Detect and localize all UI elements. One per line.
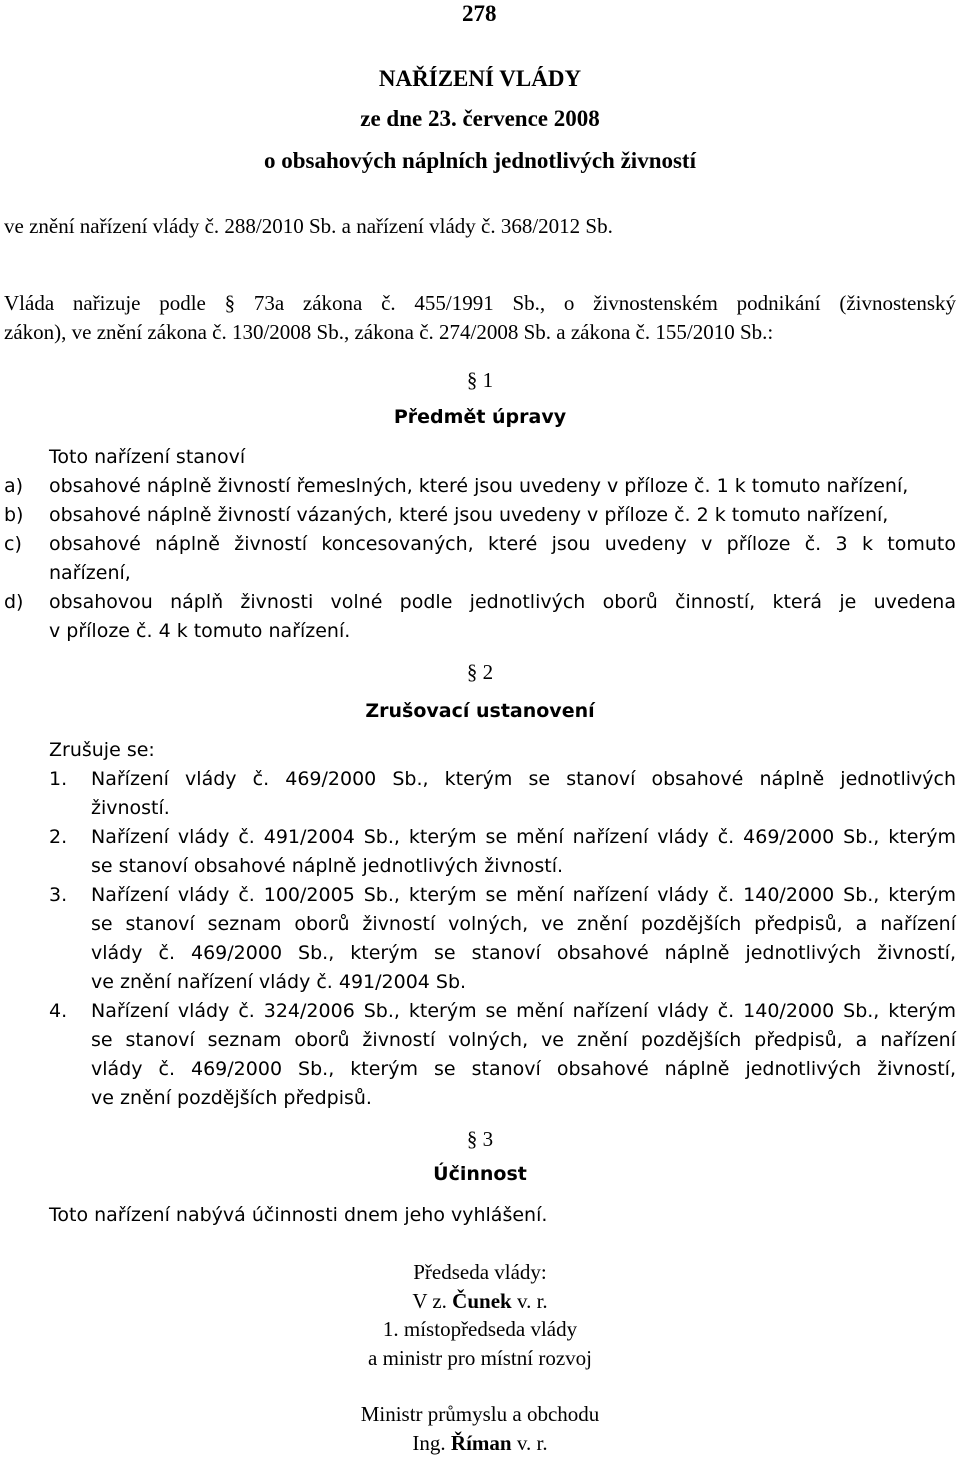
list-item-text: ve znění nařízení vlády č. 491/2004 Sb. — [91, 971, 467, 993]
section-1-heading: Předmět úpravy — [393, 406, 567, 428]
section-3-number: § 3 — [466, 1127, 494, 1151]
list-item-label: 3. — [49, 884, 68, 906]
list-item-text: Nařízení vlády č. 491/2004 Sb., kterým se mění nařízení vlády č. 469/2000 Sb., kterým — [91, 826, 956, 848]
list-item-label: 4. — [49, 1000, 68, 1022]
list-item-label: d) — [4, 591, 24, 613]
minister-prefix: Ing. — [412, 1431, 446, 1455]
regulation-subject: o obsahových náplních jednotlivých živností — [264, 148, 696, 173]
list-item-text: ve znění pozdějších předpisů. — [91, 1087, 372, 1109]
list-item-text: nařízení, — [49, 562, 131, 584]
list-item-text: vlády č. 469/2000 Sb., kterým se stanoví obsahové náplně jednotlivých živností, — [91, 942, 956, 964]
pm-signature — [0, 1287, 960, 1316]
list-item-text: obsahovou náplň živnosti volné podle jednotlivých oborů činností, která je uvedena — [49, 591, 956, 613]
list-item-text: se stanoví seznam oborů živností volných, ve znění pozdějších předpisů, a nařízení — [91, 913, 956, 935]
section-2-heading: Zrušovací ustanovení — [365, 700, 595, 722]
minister-name: Říman — [450, 1431, 512, 1455]
minister-signature — [0, 1429, 960, 1458]
section-3-heading: Účinnost — [433, 1163, 527, 1185]
list-item-text: se stanoví obsahové náplně jednotlivých živností. — [91, 855, 564, 877]
regulation-title: NAŘÍZENÍ VLÁDY — [378, 66, 582, 91]
amendment-note: ve znění nařízení vlády č. 288/2010 Sb. a nařízení vlády č. 368/2012 Sb. — [4, 214, 613, 238]
list-item-text: obsahové náplně živností řemeslných, které jsou uvedeny v příloze č. 1 k tomuto nařízení, — [49, 475, 909, 497]
deputy-title-line-1: 1. místopředseda vlády — [382, 1317, 578, 1341]
list-item-text: vlády č. 469/2000 Sb., kterým se stanoví obsahové náplně jednotlivých živností, — [91, 1058, 956, 1080]
list-item-text: obsahové náplně živností vázaných, které jsou uvedeny v příloze č. 2 k tomuto nařízení, — [49, 504, 889, 526]
deputy-title-line-2: a ministr pro místní rozvoj — [368, 1346, 592, 1370]
list-item-label: 1. — [49, 768, 68, 790]
list-item-label: c) — [4, 533, 22, 555]
section-3-text: Toto nařízení nabývá účinnosti dnem jeho vyhlášení. — [49, 1204, 548, 1226]
list-item-label: 2. — [49, 826, 68, 848]
list-item-text: obsahové náplně živností koncesovaných, které jsou uvedeny v příloze č. 3 k tomuto — [49, 533, 956, 555]
minister-title: Ministr průmyslu a obchodu — [360, 1402, 600, 1426]
minister-suffix: v. r. — [516, 1431, 548, 1455]
list-item-label: b) — [4, 504, 24, 526]
preamble-line-1: Vláda nařizuje podle § 73a zákona č. 455/1991 Sb., o živnostenském podnikání (živnostenský — [4, 291, 956, 315]
regulation-date: ze dne 23. července 2008 — [360, 106, 600, 131]
pm-prefix: V z. — [412, 1289, 447, 1313]
preamble-line-2: zákon), ve znění zákona č. 130/2008 Sb., zákona č. 274/2008 Sb. a zákona č. 155/2010 Sb.: — [4, 320, 774, 344]
list-item-label: a) — [4, 475, 24, 497]
pm-title: Předseda vlády: — [413, 1260, 547, 1284]
list-item-text: živností. — [91, 797, 170, 819]
page-number: 278 — [462, 1, 497, 26]
list-item-text: Nařízení vlády č. 100/2005 Sb., kterým se mění nařízení vlády č. 140/2000 Sb., kterým — [91, 884, 956, 906]
list-item-text: Nařízení vlády č. 324/2006 Sb., kterým se mění nařízení vlády č. 140/2000 Sb., kterým — [91, 1000, 956, 1022]
list-item-text: Nařízení vlády č. 469/2000 Sb., kterým se stanoví obsahové náplně jednotlivých — [91, 768, 956, 790]
section-1-number: § 1 — [466, 368, 494, 392]
list-item-text: v příloze č. 4 k tomuto nařízení. — [49, 620, 351, 642]
section-1-intro: Toto nařízení stanoví — [49, 446, 246, 468]
section-2-intro: Zrušuje se: — [49, 739, 155, 761]
list-item-text: se stanoví seznam oborů živností volných, ve znění pozdějších předpisů, a nařízení — [91, 1029, 956, 1051]
section-2-number: § 2 — [466, 660, 494, 684]
pm-name: Čunek — [452, 1289, 512, 1313]
pm-suffix: v. r. — [516, 1289, 548, 1313]
